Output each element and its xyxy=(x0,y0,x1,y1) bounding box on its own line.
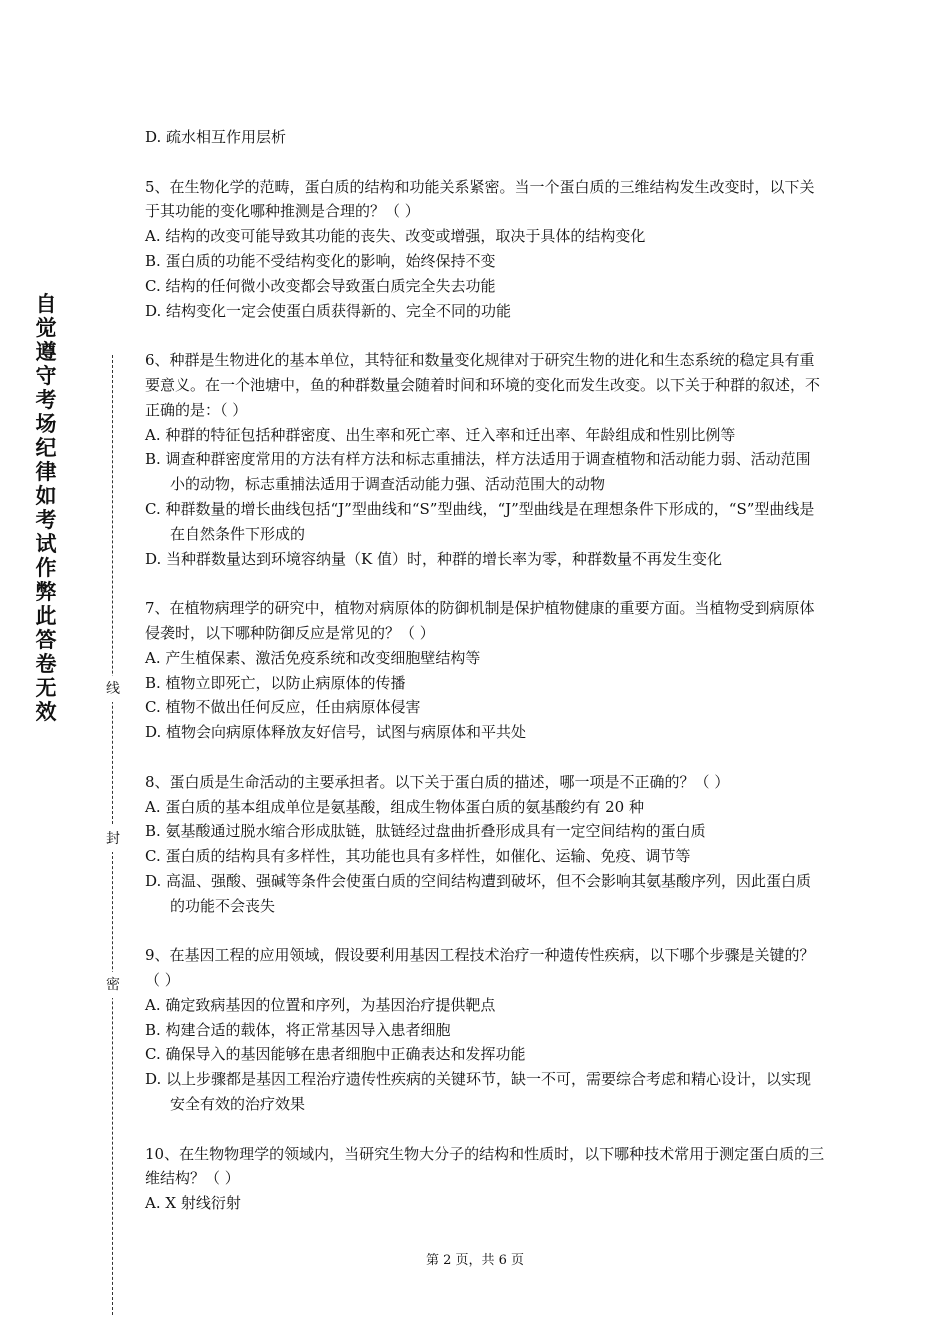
seal-label-seal: 封 xyxy=(104,826,122,852)
answer-option: D. 结构变化一定会使蛋白质获得新的、完全不同的功能 xyxy=(145,301,512,320)
answer-option: B. 构建合适的载体，将正常基因导入患者细胞 xyxy=(145,1020,451,1039)
answer-option: C. 确保导入的基因能够在患者细胞中正确表达和发挥功能 xyxy=(145,1045,526,1064)
answer-option: D. 高温、强酸、强碱等条件会使蛋白质的空间结构遭到破坏，但不会影响其氨基酸序列，因此蛋白质的功能不会丧失 xyxy=(145,871,812,915)
answer-option: B. 蛋白质的功能不受结构变化的影响，始终保持不变 xyxy=(145,251,496,270)
answer-option: A. 结构的改变可能导致其功能的丧失、改变或增强，取决于具体的结构变化 xyxy=(145,227,646,246)
answer-option: A. 种群的特征包括种群密度、出生率和死亡率、迁入率和迁出率、年龄组成和性别比例等 xyxy=(145,425,736,444)
question-content xyxy=(145,125,825,1216)
question-stem: 5、在生物化学的范畴，蛋白质的结构和功能关系紧密。当一个蛋白质的三维结构发生改变时，以下关于其功能的变化哪种推测是合理的？（ ） xyxy=(145,177,815,221)
seal-label-line: 线 xyxy=(104,676,122,702)
answer-option: B. 调查种群密度常用的方法有样方法和标志重捕法，样方法适用于调查植物和活动能力弱、活动范围小的动物，标志重捕法适用于调查活动能力强、活动范围大的动物 xyxy=(145,450,811,494)
answer-option: D. 以上步骤都是基因工程治疗遗传性疾病的关键环节，缺一不可，需要综合考虑和精心设计，以实现安全有效的治疗效果 xyxy=(145,1070,812,1114)
answer-option: A. X 射线衍射 xyxy=(145,1194,241,1213)
question-stem: 8、蛋白质是生命活动的主要承担者。以下关于蛋白质的描述，哪一项是不正确的？（ ） xyxy=(145,772,730,791)
question-stem: 9、在基因工程的应用领域，假设要利用基因工程技术治疗一种遗传性疾病，以下哪个步骤是关键的？（ ） xyxy=(145,946,815,990)
seal-label-secret: 密 xyxy=(104,972,122,998)
question-block xyxy=(145,175,825,324)
question-stem: 10、在生物物理学的领域内，当研究生物大分子的结构和性质时，以下哪种技术常用于测定蛋白质的三维结构？（ ） xyxy=(145,1144,825,1188)
exam-discipline-warning: 自觉遵守考场纪律如考试作弊此答卷无效 xyxy=(35,292,57,724)
question-block xyxy=(145,348,825,571)
answer-option: D. 植物会向病原体释放友好信号，试图与病原体和平共处 xyxy=(145,723,527,742)
page-number: 第 2 页，共 6 页 xyxy=(425,1253,525,1268)
answer-option: B. 植物立即死亡，以防止病原体的传播 xyxy=(145,673,406,692)
answer-option: C. 植物不做出任何反应，任由病原体侵害 xyxy=(145,698,421,717)
question-block xyxy=(145,943,825,1117)
question-stem: 6、种群是生物进化的基本单位，其特征和数量变化规律对于研究生物的进化和生态系统的稳定具有重要意义。在一个池塘中，鱼的种群数量会随着时间和环境的变化而发生改变。以下关于种群的叙述，不正确的是：（ ） xyxy=(145,351,821,419)
answer-option: C. 蛋白质的结构具有多样性，其功能也具有多样性，如催化、运输、免疫、调节等 xyxy=(145,847,691,866)
question-stem: 7、在植物病理学的研究中，植物对病原体的防御机制是保护植物健康的重要方面。当植物受到病原体侵袭时，以下哪种防御反应是常见的？（ ） xyxy=(145,599,815,642)
answer-option: C. 结构的任何微小改变都会导致蛋白质完全失去功能 xyxy=(145,276,496,295)
question-block xyxy=(145,1142,825,1216)
answer-option: D. 当种群数量达到环境容纳量（K 值）时，种群的增长率为零，种群数量不再发生变化 xyxy=(145,549,723,568)
answer-option: B. 氨基酸通过脱水缩合形成肽链，肽链经过盘曲折叠形成具有一定空间结构的蛋白质 xyxy=(145,822,706,841)
answer-option: A. 确定致病基因的位置和序列，为基因治疗提供靶点 xyxy=(145,995,496,1014)
answer-option: C. 种群数量的增长曲线包括“J”型曲线和“S”型曲线，“J”型曲线是在理想条件下形成的，“S”型曲线是在自然条件下形成的 xyxy=(145,499,815,543)
answer-option: A. 蛋白质的基本组成单位是氨基酸，组成生物体蛋白质的氨基酸约有 20 种 xyxy=(145,797,644,816)
question-block xyxy=(145,770,825,919)
question-list xyxy=(145,175,825,1216)
answer-option: A. 产生植保素、激活免疫系统和改变细胞壁结构等 xyxy=(145,648,481,667)
question-block xyxy=(145,596,825,745)
carryover-option: D. 疏水相互作用层析 xyxy=(145,128,287,146)
